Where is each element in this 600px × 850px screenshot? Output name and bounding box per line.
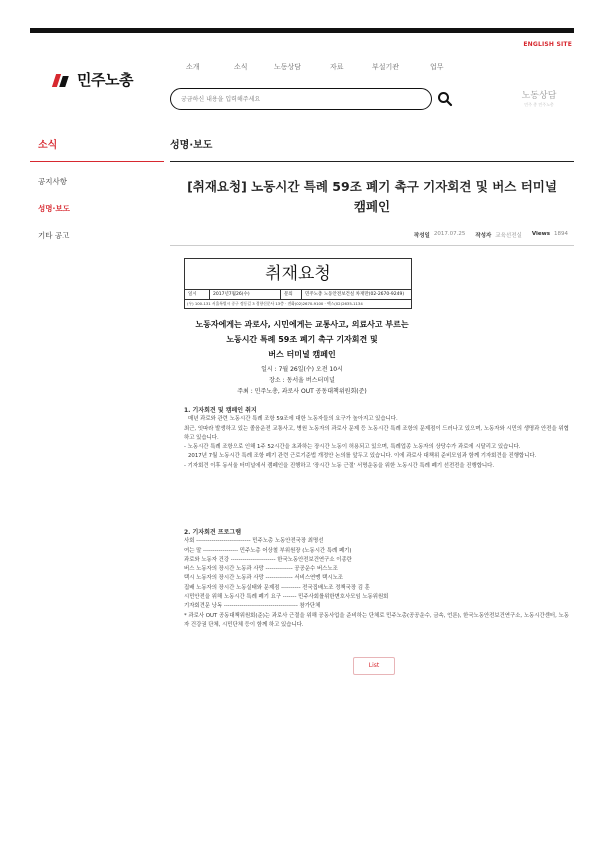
doc-info-time: 일시 : 7월 26일(수) 오전 10시 — [261, 366, 343, 373]
search-box — [170, 88, 432, 110]
logo[interactable] — [52, 69, 133, 90]
search-input[interactable] — [181, 94, 421, 104]
consult-link[interactable] — [516, 88, 562, 108]
logo-mark-icon — [52, 72, 74, 88]
doc-date-label: 일시 — [185, 290, 210, 299]
doc-headline-2: 노동시간 특례 59조 폐기 촉구 기자회견 및 — [226, 335, 378, 344]
sidebar-title: 소식 — [38, 140, 58, 151]
english-site-link[interactable]: ENGLISH SITE — [523, 41, 572, 48]
nav-item-archive[interactable]: 자료 — [330, 63, 344, 71]
nav-item-news[interactable]: 소식 — [234, 63, 248, 71]
consult-subtitle: 민주 총 민주노총 — [524, 102, 554, 107]
doc-date: 2017년7월26(수) — [210, 290, 281, 299]
section-purpose — [184, 406, 574, 471]
doc-info-place: 장소 : 동서울 버스터미널 — [269, 377, 335, 384]
doc-headline-1: 노동자에게는 과로사, 시민에게는 교통사고, 의료사고 부르는 — [195, 320, 409, 329]
title-divider — [170, 161, 574, 162]
doc-contact-label: 문의 — [281, 290, 302, 299]
consult-title: 노동상담 — [521, 91, 557, 101]
program-note: * 과로사 OUT 공동대책위원회(준)는 과로사 근절을 위해 공동사업을 준비하는 단체로 민주노총(공공운수, 금속, 언론), 한국노동안전보건연구소, 노동시간센터, 노동자 건강권 단체, 시민단체 등이 함께 하고 있습니다. — [184, 612, 569, 628]
program-line: 사회 ---------------------------- 민주노총 노동안전국장 최명선 — [184, 538, 324, 545]
program-line: 과로와 노동자 건강 ----------------------- 한국노동안전보건연구소 이종란 — [184, 556, 352, 563]
program-line: 택시 노동자의 장시간 노동과 사망 -------------- 서비스연맹 택시노조 — [184, 575, 343, 582]
doc-info-host: 주최 : 민주노총, 과로사 OUT 공동대책위원회(준) — [237, 388, 367, 395]
section-2-heading: 2. 기자회견 프로그램 — [184, 529, 242, 536]
program-line: 여는 말 ------------------ 민주노총 어상철 부위원장 (노동시간 특례 폐기) — [184, 547, 352, 554]
doc-info-row — [185, 290, 411, 300]
global-nav — [186, 62, 460, 72]
program-line: 집배 노동자의 장시간 노동실태와 문제점 ---------- 전국집배노조 정책국장 김 훈 — [184, 584, 370, 591]
section-1-paragraph: 최근, 잇따라 발생하고 있는 졸음운전 교통사고, 병원 노동자의 과로사 문제 등 노동시간 특례 조항의 문제점이 드러나고 있으며, 노동자와 시민의 생명과 안전을 위협하고 있습니다. — [184, 425, 569, 441]
nav-item-work[interactable]: 업무 — [430, 63, 444, 71]
list-button[interactable]: List — [353, 657, 395, 675]
section-1-paragraph: 2017년 7월 노동시간 특례 조항 폐기 관련 근로기준법 개정안 논의를 앞두고 있습니다. 이에 과로사 대책위 준비모임과 함께 기자회견을 진행합니다. — [188, 453, 537, 460]
post-author: 교육선전실 — [495, 233, 522, 239]
section-program — [184, 528, 574, 630]
view-count: 1894 — [554, 231, 568, 237]
sidebar-item-statements[interactable]: 성명·보도 — [38, 204, 70, 213]
sidebar-divider — [30, 161, 164, 162]
nav-item-affiliates[interactable]: 부설기관 — [372, 63, 400, 71]
top-bar — [30, 28, 574, 33]
program-line: 시민안전을 위해 노동시간 특례 폐기 요구 ------- 민주사회를위한변호사모임 노동위원회 — [184, 594, 389, 601]
press-request-header-box — [184, 258, 412, 309]
sidebar-menu — [38, 176, 70, 257]
doc-contact: 민주노총 노동안전보건실 차재만(02-2670-9249) — [305, 292, 405, 297]
sidebar-item-notice[interactable]: 공지사항 — [38, 177, 67, 186]
doc-head-title: 취재요청 — [185, 259, 411, 290]
section-1-paragraph: - 노동시간 특례 조항으로 인해 1주 52시간을 초과하는 장시간 노동이 허용되고 있으며, 특례업종 노동자의 상당수가 과로에 시달리고 있습니다. — [184, 444, 521, 451]
section-1-paragraph: 매년 과로와 관련 노동시간 특례 조항 59조에 대한 노동자들의 요구가 높아지고 있습니다. — [188, 416, 398, 423]
sidebar-item-other[interactable]: 기타 공고 — [38, 231, 70, 240]
program-line: 버스 노동자의 장시간 노동과 사망 -------------- 공공운수 버스노조 — [184, 566, 338, 573]
section-1-heading: 1. 기자회견 및 캠페인 취지 — [184, 407, 257, 414]
logo-text: 민주노총 — [77, 71, 133, 89]
post-date: 2017.07.25 — [433, 231, 466, 237]
page-title: 성명·보도 — [170, 140, 213, 151]
search-icon[interactable] — [437, 91, 453, 107]
post-title: [취재요청] 노동시간 특례 59조 폐기 촉구 기자회견 및 버스 터미널 캠페인 — [187, 179, 557, 214]
doc-address: (우) 100-131 서울특별시 중구 정동길 3 경향신문사 13층 · 전화(02)2670-9100 · 팩스(02)2635-1134 — [187, 301, 363, 306]
section-1-paragraph: - 기자회견 이후 동서울 터미널에서 캠페인을 진행하고 '장시간 노동 근절' 서명운동을 위한 노동시간 특례 폐기 선전전을 진행합니다. — [184, 462, 495, 469]
author-label: 작성자 — [475, 233, 492, 239]
post-meta — [414, 231, 568, 239]
date-label: 작성일 — [413, 233, 430, 239]
meta-divider — [170, 245, 574, 246]
views-label: Views — [531, 231, 550, 237]
program-line: 기자회견문 낭독 -------------------------------------- 참가단체 — [184, 603, 321, 610]
nav-item-consult[interactable]: 노동상담 — [274, 63, 302, 71]
doc-headline-3: 버스 터미널 캠페인 — [268, 350, 336, 359]
nav-item-intro[interactable]: 소개 — [186, 63, 200, 71]
